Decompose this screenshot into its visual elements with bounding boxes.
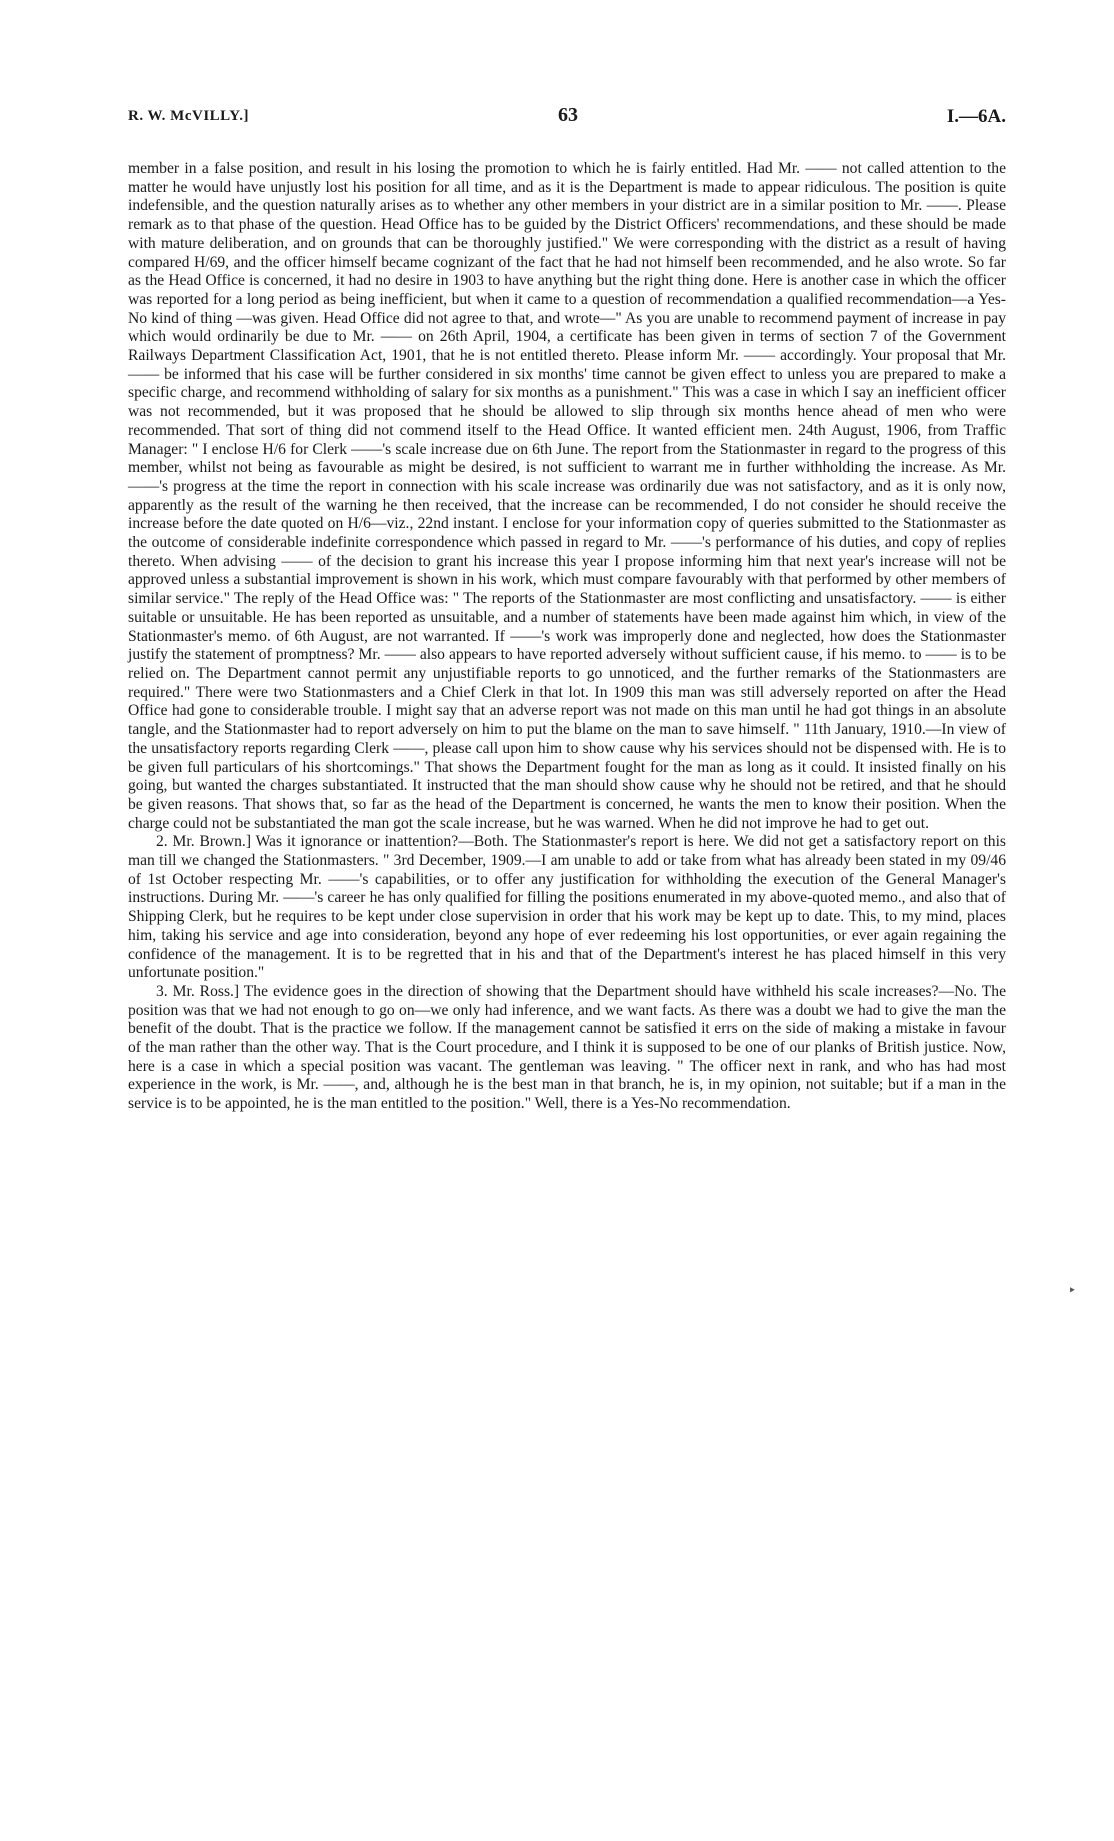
page-number: 63 xyxy=(558,104,578,126)
header-witness-name: R. W. McVILLY.] xyxy=(128,108,250,124)
paper-reference: I.—6A. xyxy=(946,106,1006,127)
page-header xyxy=(128,104,1006,134)
paragraph-1: member in a false position, and result in his losing the promotion to which he is fairly entitled. Had Mr. —— not called attention to the matter he would have unjustly lost his position for all time, and as it is the Department is made to appear ridiculous. The position is quite indefensible, and the question naturally arises as to whether any other members in your district are in a similar position to Mr. ——. Please remark as to that phase of the question. Head Office has to be guided by the District Officers' recommendations, and these should be made with mature deliberation, and on grounds that can be thoroughly justified." We were corresponding with the district as a result of having compared H/69, and the officer himself became cognizant of the fact that he had not himself been recommended, and he also wrote. So far as the Head Office is concerned, it had no desire in 1903 to have anything but the right thing done. Here is another case in which the officer was reported for a long period as being inefficient, but when it came to a question of recommendation a qualified recommendation—a Yes-No kind of thing —was given. Head Office did not agree to that, and wrote—" As you are unable to recommend payment of increase in pay which would ordinarily be due to Mr. —— on 26th April, 1904, a certificate has been given in terms of section 7 of the Government Railways Department Classification Act, 1901, that he is not entitled thereto. Please inform Mr. —— accordingly. Your proposal that Mr. —— be informed that his case will be further considered in six months' time cannot be given effect to unless you are prepared to make a specific charge, and recommend withholding of salary for six months as a punishment." This was a case in which I say an inefficient officer was not recommended, but it was proposed that he should be allowed to slip through six months hence ahead of men who were recommended. That sort of thing did not commend itself to the Head Office. It wanted efficient men. 24th August, 1906, from Traffic Manager: " I enclose H/6 for Clerk ——'s scale increase due on 6th June. The report from the Stationmaster in regard to the progress of this member, whilst not being as favourable as might be desired, is not sufficient to warrant me in further withholding the increase. As Mr. ——'s progress at the time the report in connection with his scale increase was ordinarily due was not satisfactory, and as it is only now, apparently as the result of the warning he then received, that the increase can be recommended, I do not consider he should receive the increase before the date quoted on H/6—viz., 22nd instant. I enclose for your information copy of queries submitted to the Stationmaster as the outcome of considerable indefinite correspondence which passed in regard to Mr. ——'s performance of his duties, and copy of replies thereto. When advising —— of the decision to grant his increase this year I propose informing him that next year's increase will not be approved unless a substantial improvement is shown in his work, which must compare favourably with that performed by other members of similar service." The reply of the Head Office was: " The reports of the Stationmaster are most conflicting and unsatisfactory. —— is either suitable or unsuitable. He has been reported as unsuitable, and a number of statements have been made against him which, in view of the Stationmaster's memo. of 6th August, are not warranted. If ——'s work was improperly done and neglected, how does the Stationmaster justify the statement of promptness? Mr. —— also appears to have reported adversely without sufficient cause, if his memo. to —— is to be relied on. The Department cannot permit any unjustifiable reports to go unnoticed, and the further remarks of the Stationmasters are required." There were two Stationmasters and a Chief Clerk in that lot. In 1909 this man was still adversely reported on after the Head Office had gone to considerable trouble. I might say that an adverse report was not made on this man until he had got things in an absolute tangle, and the Stationmaster had to report adversely on him to put the blame on the man to save himself. " 11th January, 1910.—In view of the unsatisfactory reports regarding Clerk ——, please call upon him to show cause why his services should not be dispensed with. He is to be given full particulars of his shortcomings." That shows the Department fought for the man as long as it could. It insisted finally on his going, but wanted the charges substantiated. It instructed that the man should show cause why he should not be retired, and that he should be given reasons. That shows that, so far as the head of the Department is concerned, he wants the men to know their position. When the charge could not be substantiated the man got the scale increase, but he was warned. When he did not improve he had to get out. xyxy=(128,160,1006,832)
margin-mark: ‣ xyxy=(1068,1284,1077,1299)
paragraph-2: 2. Mr. Brown.] Was it ignorance or inattention?—Both. The Stationmaster's report is here. We did not get a satisfactory report on this man till we changed the Stationmasters. " 3rd December, 1909.—I am unable to add or take from what has already been stated in my 09/46 of 1st October respecting Mr. ——'s capabilities, or to offer any justification for withholding the execution of the General Manager's instructions. During Mr. ——'s career he has only qualified for filling the positions enumerated in my above-quoted memo., and also that of Shipping Clerk, but he requires to be kept under close supervision in order that his work may be kept up to date. This, to my mind, places him, taking his service and age into consideration, beyond any hope of ever redeeming his lost opportunities, or ever again regaining the confidence of the management. It is to be regretted that in his and that of the Department's interest he has placed himself in this very unfortunate position." xyxy=(128,833,1006,982)
body-text xyxy=(128,160,1006,1114)
paragraph-3: 3. Mr. Ross.] The evidence goes in the direction of showing that the Department should have withheld his scale increases?—No. The position was that we had not enough to go on—we only had inference, and we want facts. As there was a doubt we had to give the man the benefit of the doubt. That is the practice we follow. If the management cannot be satisfied it errs on the side of making a mistake in favour of the man rather than the other way. That is the Court procedure, and I think it is supposed to be one of our planks of British justice. Now, here is a case in which a special position was vacant. The gentleman was leaving. " The officer next in rank, and who has had most experience in the work, is Mr. ——, and, although he is the best man in that branch, he is, in my opinion, not suitable; but if a man in the service is to be appointed, he is the man entitled to the position." Well, there is a Yes-No recommendation. xyxy=(128,982,1006,1113)
